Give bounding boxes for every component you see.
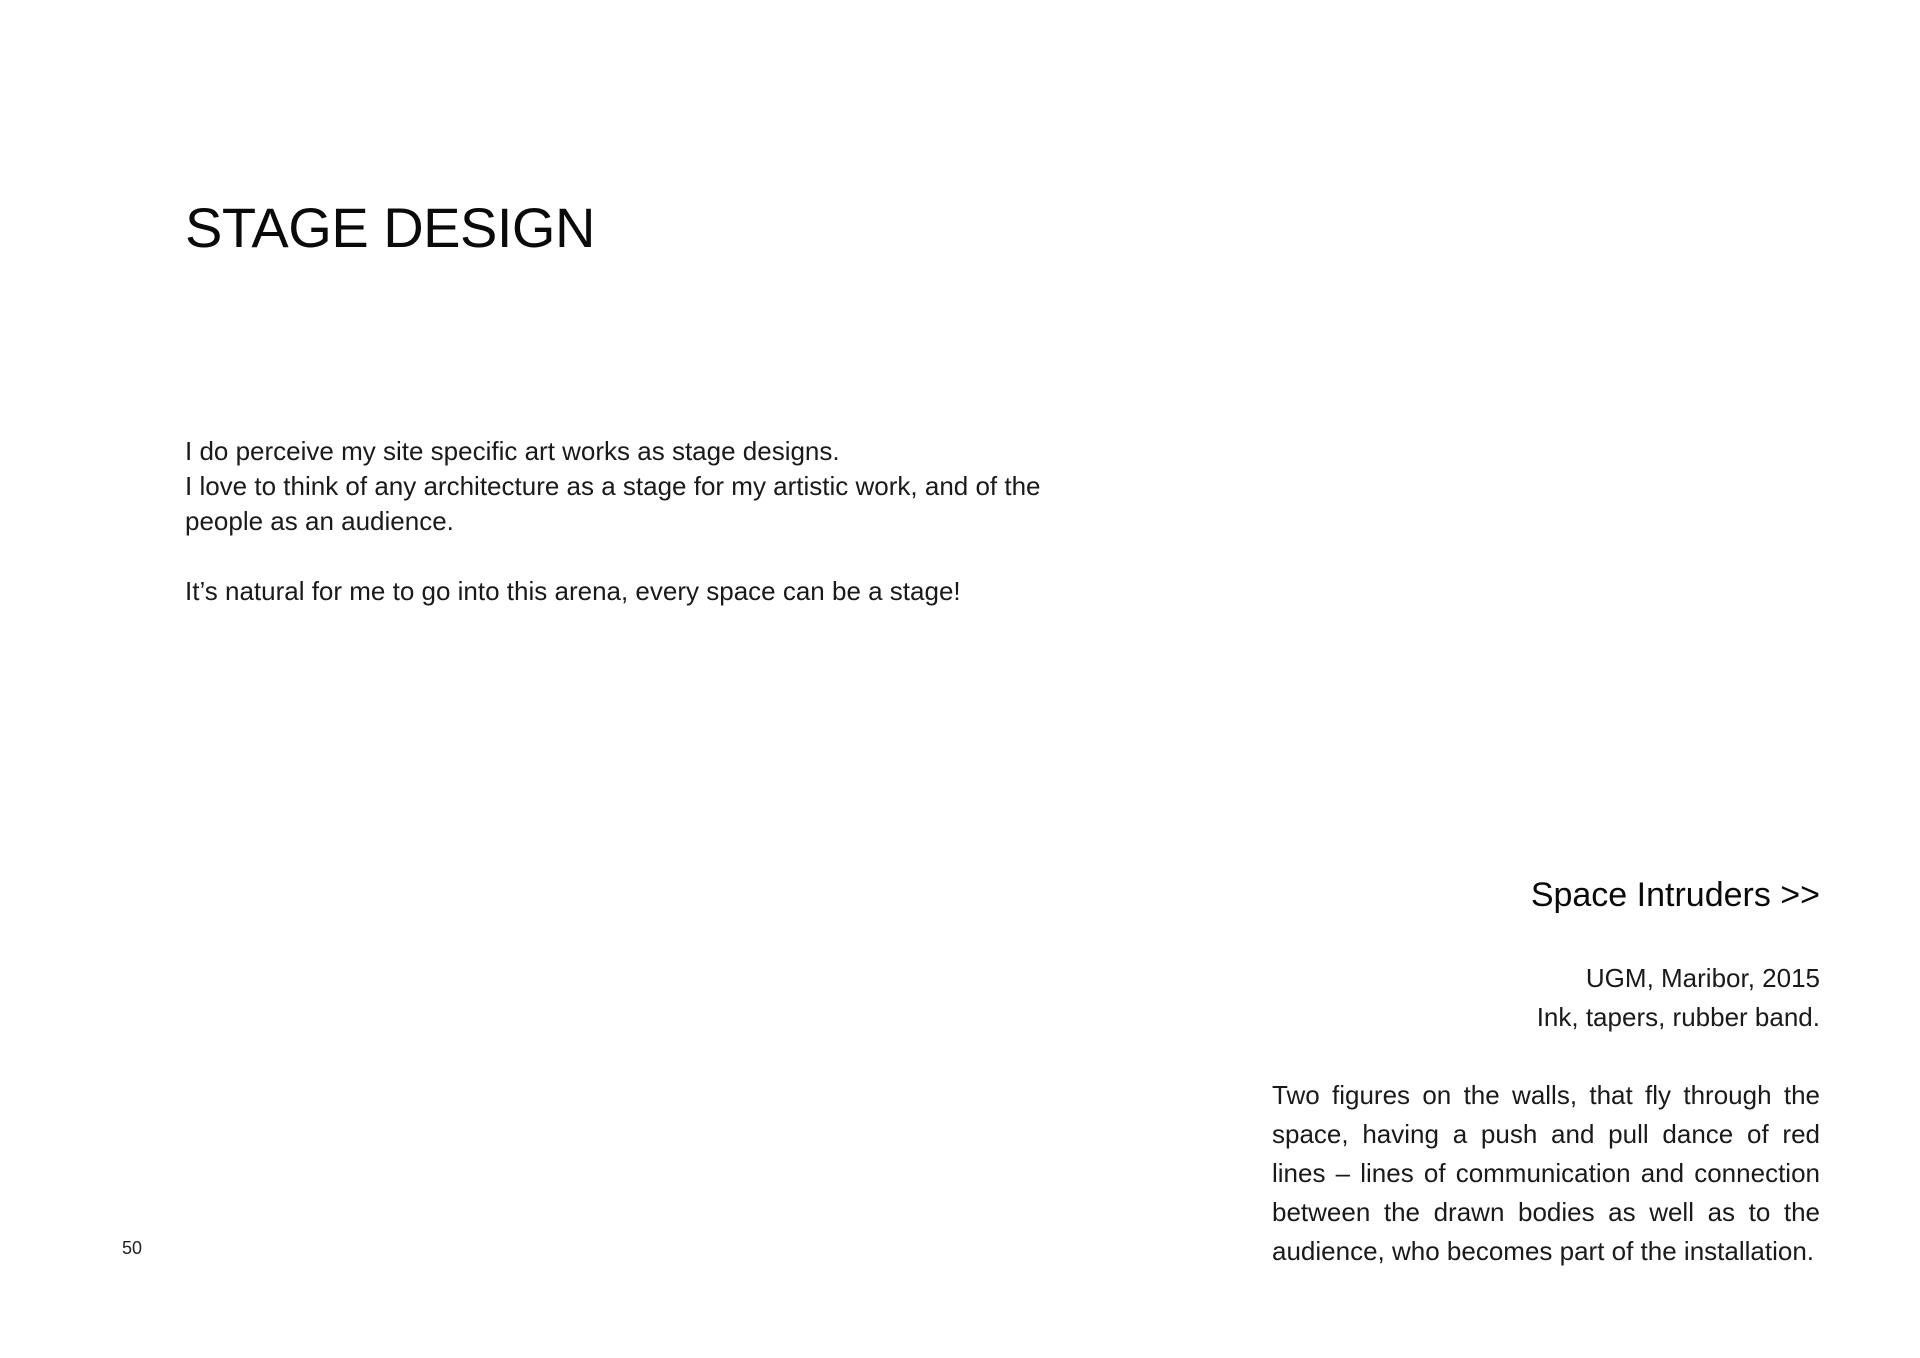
work-title: Space Intruders >>	[1530, 876, 1820, 914]
page-title: STAGE DESIGN	[185, 196, 595, 259]
intro-paragraph-3: It’s natural for me to go into this arena, every space can be a stage!	[185, 576, 961, 606]
work-meta	[1272, 959, 1820, 1037]
page-number: 50	[122, 1238, 143, 1258]
intro-paragraph-1: I do perceive my site specific art works as stage designs.	[185, 436, 840, 466]
work-venue: UGM, Maribor, 2015	[1585, 963, 1820, 993]
intro-paragraph-2: I love to think of any architecture as a stage for my artistic work, and of the people as an audience.	[185, 471, 1041, 536]
work-materials: Ink, tapers, rubber band.	[1536, 1002, 1820, 1032]
paragraph-gap	[185, 539, 1065, 574]
intro-text	[185, 434, 1065, 609]
work-caption	[1272, 873, 1820, 1271]
work-description: Two figures on the walls, that fly through the space, having a push and pull dance of red lines – lines of communication and connection between the drawn bodies as well as to the audience, who becomes part of the installation.	[1272, 1080, 1820, 1266]
